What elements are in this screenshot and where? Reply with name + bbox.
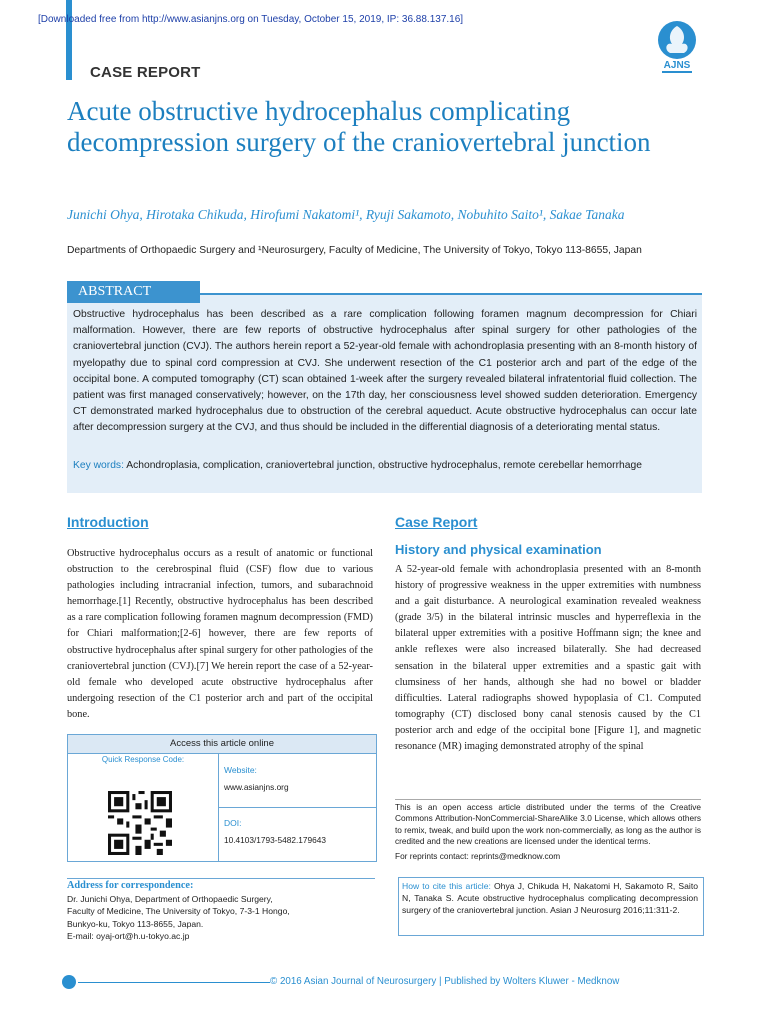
correspondence-line: Faculty of Medicine, The University of Tokyo, 7-3-1 Hongo, xyxy=(67,906,290,917)
section-label: CASE REPORT xyxy=(90,64,201,81)
abstract-label: ABSTRACT xyxy=(67,281,200,303)
correspondence-divider xyxy=(67,878,375,879)
author-list: Junichi Ohya, Hirotaka Chikuda, Hirofumi Nakatomi¹, Ryuji Sakamoto, Nobuhito Saito¹, Sakae Tanaka xyxy=(67,207,625,222)
case-report-text: A 52-year-old female with achondroplasia presented with an 8-month history of progressive weakness in the upper extremities with numbness and a gait disturbance. A neurological examination revealed weakness (grade 3/5) in the bilateral intrinsic muscles and hyperreflexia in the bilateral upper extremities with a positive Hoffmann sign; the knee and ankle reflexes were also increased bilaterally. She had decreased sensation in the bilateral upper extremities and a spastic gait with clumsiness of her hands, although she had no bowel or bladder difficulties. Lateral radiographs showed hypoplasia of C1. Computed tomography (CT) disclosed bony canal stenosis caused by the C1 posterior arch and edge of the occipital bone [Figure 1], and magnetic resonance (MR) imaging demonstrated atrophy of the spinal xyxy=(395,564,701,753)
website-link[interactable]: www.asianjns.org xyxy=(224,782,289,792)
correspondence-email[interactable]: E-mail: oyaj-ort@h.u-tokyo.ac.jp xyxy=(67,931,190,942)
article-links xyxy=(218,753,376,861)
history-subheading: History and physical examination xyxy=(395,542,602,557)
keywords-label: Key words: xyxy=(73,460,124,471)
journal-logo xyxy=(652,20,702,76)
article-title: Acute obstructive hydrocephalus complicating decompression surgery of the craniovertebral junction xyxy=(67,96,651,157)
introduction-heading: Introduction xyxy=(67,514,149,530)
website-label: Website: xyxy=(224,765,257,775)
citation-label: How to cite this article: xyxy=(402,881,491,891)
case-report-heading: Case Report xyxy=(395,514,478,530)
citation xyxy=(402,880,698,917)
doi-label: DOI: xyxy=(224,818,242,828)
download-note: [Downloaded free from http://www.asianjns.org on Tuesday, October 15, 2019, IP: 36.88.137.16] xyxy=(38,14,464,25)
footer-rule xyxy=(78,982,270,983)
keywords-text: Achondroplasia, complication, craniovertebral junction, obstructive hydrocephalus, remote cerebellar hemorrhage xyxy=(123,460,642,471)
footer-copyright: © 2016 Asian Journal of Neurosurgery | Published by Wolters Kluwer - Medknow xyxy=(270,976,620,987)
access-divider xyxy=(218,807,376,808)
access-heading: Access this article online xyxy=(68,735,376,754)
doi-link[interactable]: 10.4103/1793-5482.179643 xyxy=(224,835,326,845)
access-panel xyxy=(67,734,377,862)
license-notice: This is an open access article distributed under the terms of the Creative Commons Attribution-NonCommercial-ShareAlike 3.0 License, which allows others to remix, tweak, and build upon the work non-commercially, as long as the author is credited and the new creations are licensed under the identical terms. xyxy=(395,799,701,847)
correspondence-address xyxy=(67,893,375,943)
citation-text: Ohya J, Chikuda H, Nakatomi H, Sakamoto R, Saito N, Tanaka S. Acute obstructive hydrocephalus complicating decompression surgery of the craniovertebral junction. Asian J Neurosurg 2016;11:311-2. xyxy=(402,881,698,916)
keywords xyxy=(73,458,697,473)
correspondence-title: Address for correspondence: xyxy=(67,880,194,891)
qr-section xyxy=(68,753,219,861)
correspondence-line: Bunkyo-ku, Tokyo 113-8655, Japan. xyxy=(67,918,204,929)
abstract-text: Obstructive hydrocephalus has been described as a rare complication following foramen magnum decompression for Chiari malformation. However, there are few reports of obstructive hydrocephalus after spinal surgery for other pathologies of the craniovertebral junction (CVJ). The authors herein report a 52-year-old female with achondroplasia presenting with an 8-month history of myelopathy due to spinal cord compression at CVJ. She underwent resection of the C1 posterior arch and part of the edge of the occipital bone. A computed tomography (CT) scan obtained 1-week after the surgery revealed bilateral infratentorial fluid collection. The patient was first managed conservatively; however, on the 17th day, her consciousness level showed sudden deterioration. Emergency CT demonstrated marked hydrocephalus due to obstruction of the cerebral aqueduct. Acute obstructive hydrocephalus can occur late after decompression surgery at the CVJ, and thus should be included in the differential diagnosis of a deteriorating mental status. xyxy=(73,309,697,434)
qr-label: Quick Response Code: xyxy=(101,755,185,764)
logo-text: AJNS xyxy=(663,60,691,71)
correspondence-line: Dr. Junichi Ohya, Department of Orthopaedic Surgery, xyxy=(67,894,273,904)
introduction-text: Obstructive hydrocephalus occurs as a result of anatomic or functional obstruction to the cerebrospinal fluid (CSF) flow due to various pathologies including intracranial infection, tumors, and subarachnoid hemorrhage.[1] Recently, obstructive hydrocephalus has been described as a rare complication following foramen magnum decompression (FMD) for Chiari malformation;[2-6] however, there are few reports of obstructive hydrocephalus after spinal surgery for other pathologies of the craniovertebral junction (CVJ).[7] We herein report the case of a 52-year-old female who developed acute obstructive hydrocephalus after undergoing resection of the C1 posterior arch and part of the occipital bone. xyxy=(67,548,373,720)
reprints-contact: For reprints contact: reprints@medknow.com xyxy=(395,851,561,861)
header-accent-bar xyxy=(66,0,72,80)
qr-code-icon[interactable] xyxy=(108,791,172,855)
affiliation: Departments of Orthopaedic Surgery and ¹Neurosurgery, Faculty of Medicine, The University of Tokyo, Tokyo 113-8655, Japan xyxy=(67,245,642,256)
footer-page-marker xyxy=(62,975,76,989)
